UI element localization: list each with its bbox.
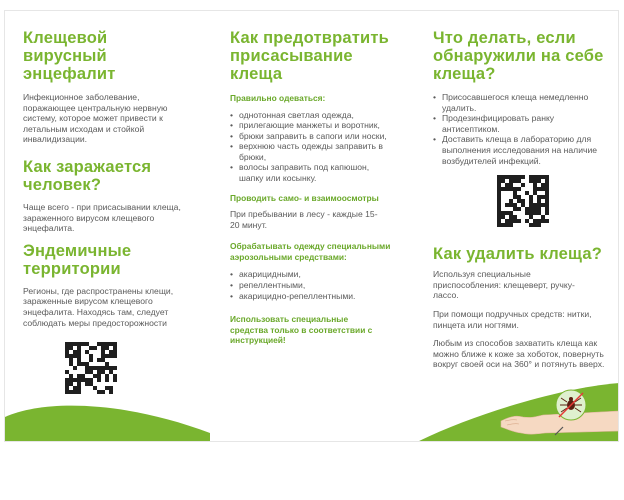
heading-infection: Как заражается человек?	[23, 157, 152, 194]
subheading-treat: Обрабатывать одежду специальными аэрозольными средствами:	[230, 241, 391, 262]
subheading-inspect: Проводить само- и взаимоосмотры	[230, 192, 379, 203]
list-item: • прилегающие манжеты и воротник,	[230, 120, 390, 131]
subheading-instruction: Использовать специальные средства только в соответствии с инструкцией!	[230, 314, 373, 346]
list-item: • Доставить клеща в лабораторию для выполнения исследования на наличие возбудителей инфекций.	[433, 134, 598, 166]
heading-endemic: Эндемичные территории	[23, 241, 132, 278]
decorative-wave-left	[5, 403, 210, 442]
list-item: • однотонная светлая одежда,	[230, 110, 390, 121]
list-item: • Присосавшегося клеща немедленно удалить.	[433, 92, 598, 113]
list-item: • акарицидно-репеллентными.	[230, 291, 390, 302]
qr-code-icon	[497, 175, 549, 227]
dress-list	[230, 110, 390, 184]
treat-list	[230, 269, 390, 301]
title-encephalitis: Клещевой вирусный энцефалит	[23, 29, 116, 83]
subheading-dress: Правильно одеваться:	[230, 93, 326, 103]
column-actions	[415, 11, 619, 442]
title-prevention: Как предотвратить присасывание клеща	[230, 29, 389, 83]
heading-remove: Как удалить клеща?	[433, 245, 603, 264]
remove-text-2: При помощи подручных средств: нитки, пинцета или ногтями.	[433, 308, 592, 330]
hand-with-tick-illustration	[499, 387, 619, 442]
infection-text: Чаще всего - при присасывании клеща, зараженного вирусом клещевого энцефалита.	[23, 201, 181, 234]
qr-code-icon	[65, 342, 117, 394]
remove-text-1: Используя специальные приспособления: клещеверт, ручку-лассо.	[433, 269, 575, 301]
brochure-sheet	[4, 10, 619, 442]
inspect-text: При пребывании в лесу - каждые 15-20 минут.	[230, 209, 378, 230]
remove-text-3: Любым из способов захватить клеща как можно ближе к коже за хоботок, повернуть вокруг своей оси на 360° и потянуть вверх.	[433, 338, 605, 370]
title-actions: Что делать, если обнаружили на себе клеща?	[433, 29, 604, 83]
list-item: • репеллентными,	[230, 280, 390, 291]
intro-text: Инфекционное заболевание, поражающее центральную нервную систему, которое может привести к летальным исходам и стойкой инвалидизации.	[23, 92, 168, 145]
list-item: • Продезинфицировать ранку антисептиком.	[433, 113, 598, 134]
column-encephalitis	[5, 11, 210, 442]
list-item: • брюки заправить в сапоги или носки,	[230, 131, 390, 142]
endemic-text: Регионы, где распространены клещи, зараженные вирусом клещевого энцефалита. Находясь там, следует соблюдать меры предосторожности	[23, 285, 174, 328]
action-list	[433, 92, 598, 166]
list-item: • акарицидными,	[230, 269, 390, 280]
list-item: • верхнюю часть одежды заправить в брюки,	[230, 141, 390, 162]
column-prevention	[210, 11, 415, 442]
list-item: • волосы заправить под капюшон, шапку или косынку.	[230, 162, 390, 183]
